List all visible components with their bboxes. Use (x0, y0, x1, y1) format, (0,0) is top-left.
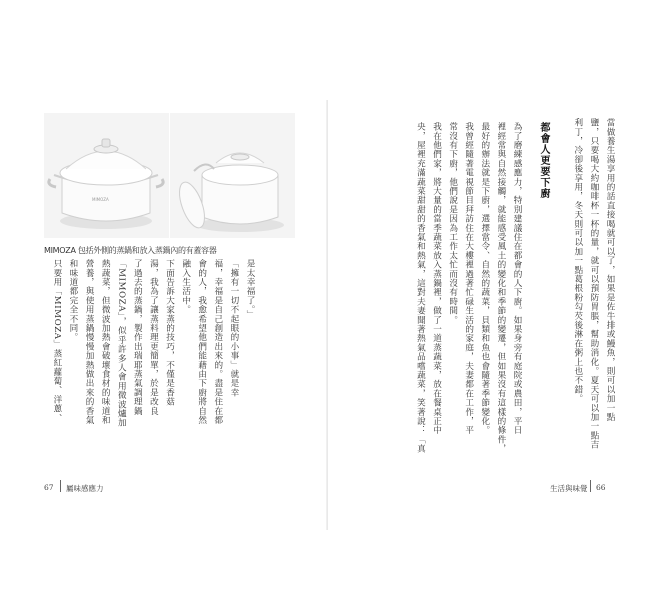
text-line: 我在他們家，將大量的當季蔬菜放入蒸鍋裡，做了一道蒸蔬菜，放在餐桌正中 (431, 122, 442, 435)
text-line: 為了磨練感應力，特別建議住在都會的人下廚。如果身旁有庭院或農田，平日 (512, 122, 522, 435)
left-page (0, 0, 327, 609)
text-line: 融入生活中。 (180, 259, 191, 315)
text-line: 是太幸福了。」 (245, 259, 255, 320)
text-line: 會的人，我愈希望他們能藉由下廚將自然 (196, 259, 207, 425)
photo-caption: MIMOZA 包括外側的蒸鍋和放入蒸鍋內的有蓋容器 (44, 246, 217, 255)
svg-text:MIMOZA: MIMOZA (92, 197, 109, 202)
running-head-left: 屬味感應力 (66, 484, 104, 493)
text-line: 「MIMOZA」，似乎許多人會用微波爐加 (116, 259, 127, 428)
right-body-text-intro (570, 118, 618, 450)
text-line: 最好的辦法就是下廚，選擇當令、自然的蔬菜，貝類和魚也會隨著季節變化。 (479, 122, 490, 435)
left-body-text (49, 259, 258, 474)
steamer-photo-inner-container (170, 113, 295, 238)
running-head-right: 生活與味覺 (550, 484, 588, 493)
text-line: 央，屋裡充滿蔬菜甜甜的香氣和熱氣，這對夫妻聞著熱氣品嚐蔬菜，笑著說：「真 (415, 122, 426, 454)
text-line: 福，幸福是自己創造出來的。盡是住在都 (212, 259, 223, 425)
text-line: 鹽，只要喝大約咖啡杯一杯的量，就可以預防胃脹，幫助消化。夏天可以加一點吉 (588, 118, 599, 450)
page-number-left: 67 (44, 483, 54, 492)
text-line: 裡經常與自然接觸，就能感受風土的變化和季節的變遷，但如果沒有這樣的條件， (495, 122, 506, 454)
right-body-text-main (412, 122, 525, 454)
text-line: 利丁，冷卻後享用，冬天則可以加一點葛根粉勾芡後淋在粥上也不錯。 (572, 118, 583, 404)
text-line: 常沒有下廚，他們說是因為工作太忙而沒有時間。 (447, 122, 458, 325)
text-line: 熱蔬菜，但微波加熱會破壞食材的味道和 (100, 259, 111, 425)
lidded-container-illustration (170, 113, 295, 238)
footer-divider (60, 480, 61, 492)
page-number-right: 66 (596, 483, 606, 492)
text-line: 了過去的蒸鍋，製作出瑞耶蒸氣調理鍋 (132, 259, 143, 416)
text-line: 和味道都完全不同。 (67, 259, 78, 342)
right-page (328, 0, 655, 609)
steamer-photo-outer-pot (44, 113, 169, 238)
text-line: 只要用「MIMOZA」蒸紅蘿蔔、洋蔥、 (51, 259, 62, 423)
footer-divider (590, 480, 591, 492)
text-line: 營養，與使用蒸鍋慢慢加熱做出來的香氣 (84, 259, 95, 425)
text-line: 我曾經隨著電視節目拜訪住在大樓裡過著忙碌生活的家庭，夫妻都在工作，平 (463, 122, 474, 435)
section-heading: 都會人更要下廚 (538, 122, 549, 199)
text-line: 湯，我為了讓蒸料理更簡單，於是改良 (148, 259, 159, 416)
text-line: 「擁有一切不起眼的小事」就是幸 (228, 259, 239, 397)
steamer-pot-illustration (44, 113, 169, 238)
text-line: 下面告訴大家蒸的技巧，不僅是香菇 (164, 259, 175, 407)
text-line: 當做養生湯享用的話直接喝就可以了，如果是佐牛排或鰻魚，則可以加一點 (605, 118, 615, 422)
